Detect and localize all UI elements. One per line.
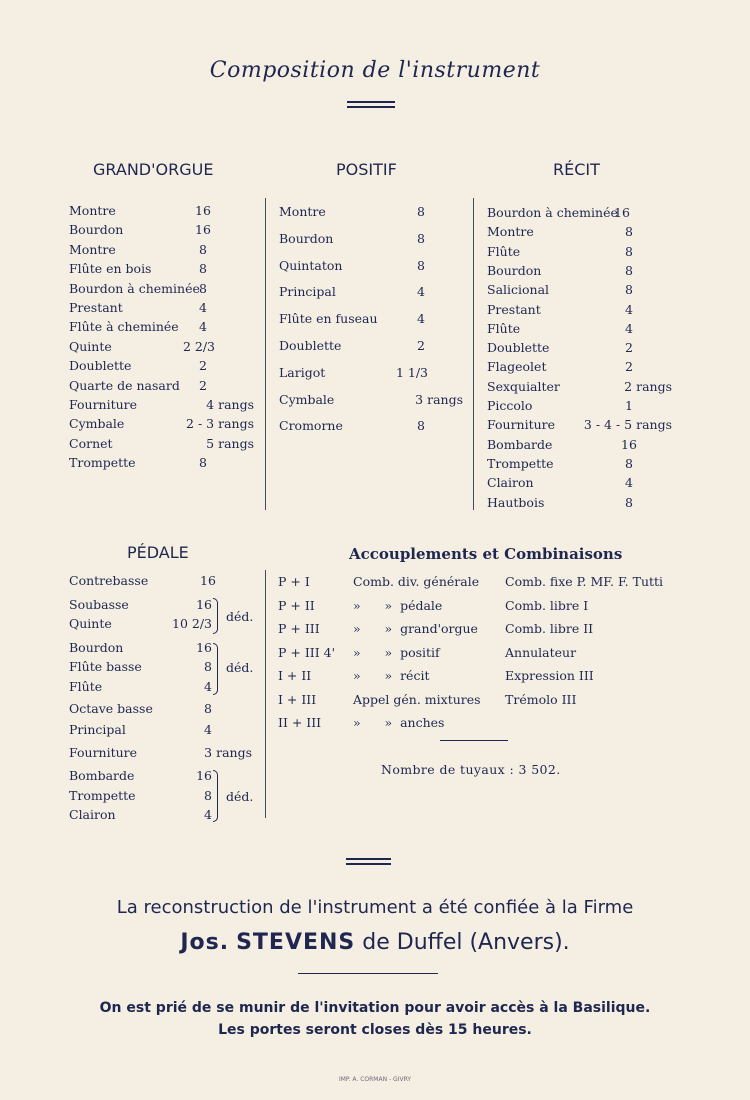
stop-value: 2 [199, 358, 207, 374]
stop-name: Flageolet [487, 359, 547, 375]
stop-value: 3 rangs [415, 391, 463, 407]
stop-value: 4 [199, 300, 207, 315]
stop-value: 8 [417, 230, 425, 246]
stop-value: 4 [417, 311, 425, 327]
imprint: IMP. A. CORMAN - GIVRY [338, 1076, 412, 1083]
stop-name: Principal [279, 284, 336, 300]
stop-name: Flûte en fuseau [279, 311, 378, 327]
separator-pedale [265, 570, 266, 818]
stop-name: Flûte à cheminée [69, 319, 179, 335]
stop-value: 8 [199, 280, 207, 296]
stop-value: 3 - 4 - 5 rangs [583, 417, 672, 433]
fixed-combination: Annulateur [505, 644, 577, 660]
stop-value: 2 - 3 rangs [186, 416, 254, 432]
stop-name: Trompette [487, 455, 554, 471]
stop-value: 4 [199, 319, 207, 335]
combination: » » grand'orgue [353, 621, 478, 636]
stop-name: Quarte de nasard [69, 377, 180, 393]
fixed-combination: Comb. fixe P. MF. F. Tutti [505, 574, 664, 589]
stop-value: 16 [196, 768, 212, 783]
stop-value: 4 [625, 475, 633, 491]
combination: » » récit [353, 668, 430, 683]
stop-name: Principal [69, 722, 126, 737]
stop-name: Clairon [487, 475, 534, 491]
coupler: P + III 4' [278, 644, 336, 660]
brace-bombarde [213, 770, 218, 822]
stop-name: Cymbale [279, 391, 335, 407]
coupler: P + II [278, 597, 315, 613]
separator-left [265, 198, 266, 510]
stop-name: Montre [69, 241, 116, 257]
stop-value: 16 [196, 597, 212, 612]
stop-name: Quinte [69, 338, 112, 354]
combination: Appel gén. mixtures [353, 691, 481, 707]
stop-value: 8 [199, 241, 207, 257]
stop-name: Flûte [487, 243, 521, 259]
footer-divider [346, 858, 391, 865]
stop-name: Doublette [69, 358, 132, 374]
combination: » » pédale [353, 597, 443, 613]
accouplements-heading: Accouplements et Combinaisons [349, 545, 623, 563]
stop-value: 8 [625, 224, 633, 240]
ded-label-3: déd. [226, 789, 254, 804]
combination: » » anches [353, 715, 445, 730]
stop-value: 8 [204, 788, 212, 803]
stop-name: Fourniture [487, 417, 556, 433]
stop-name: Hautbois [487, 494, 545, 510]
stop-name: Bourdon [69, 640, 124, 655]
stop-name: Doublette [487, 340, 550, 356]
stop-name: Bourdon [487, 262, 542, 278]
reconstruction-line: La reconstruction de l'instrument a été confiée à la Firme [116, 897, 634, 918]
stop-value: 4 [204, 807, 212, 822]
stop-value: 8 [204, 659, 212, 674]
stop-name: Montre [487, 224, 534, 240]
stop-value: 2 [625, 359, 633, 375]
stop-name: Quinte [69, 616, 112, 631]
stop-name: Bombarde [69, 768, 135, 783]
stop-name: Clairon [69, 807, 116, 822]
fixed-combination: Comb. libre I [505, 597, 589, 613]
stop-name: Bourdon à cheminée [487, 205, 618, 220]
stop-name: Trompette [69, 455, 136, 471]
doors-note: Les portes seront closes dès 15 heures. [218, 1022, 532, 1038]
coupler: P + I [278, 574, 310, 589]
positif-heading: POSITIF [336, 160, 397, 179]
ded-label-2: déd. [226, 660, 254, 675]
recit-heading: RÉCIT [553, 160, 600, 179]
firm-underline [298, 973, 438, 974]
stop-value: 4 rangs [206, 397, 254, 412]
stop-name: Flûte [69, 679, 103, 694]
stop-value: 4 [204, 722, 212, 737]
stop-name: Fourniture [69, 745, 138, 760]
stop-name: Prestant [69, 300, 123, 315]
stop-value: 8 [417, 418, 425, 434]
ded-label-1: déd. [226, 609, 254, 624]
coupler: I + II [278, 668, 312, 683]
stop-value: 1 1/3 [395, 364, 428, 380]
firm-suffix: de Duffel (Anvers). [362, 930, 570, 955]
stop-value: 8 [417, 204, 425, 219]
stop-name: Contrebasse [69, 573, 149, 588]
fixed-combination: Expression III [505, 668, 594, 683]
stop-value: 16 [196, 640, 212, 655]
stop-value: 8 [625, 282, 633, 298]
stop-value: 8 [204, 701, 212, 716]
stop-name: Piccolo [487, 398, 533, 413]
stop-name: Cromorne [279, 418, 343, 434]
stop-name: Larigot [279, 364, 326, 380]
page-title: Composition de l'instrument [209, 58, 541, 83]
stop-value: 5 rangs [206, 435, 254, 451]
stop-value: 3 rangs [204, 745, 252, 760]
firm-prefix: Jos. [180, 930, 230, 955]
stop-name: Soubasse [69, 597, 129, 612]
stop-name: Flûte [487, 320, 521, 336]
stop-name: Cornet [69, 435, 113, 451]
coupler: II + III [278, 715, 322, 730]
stop-value: 2 rangs [624, 378, 672, 394]
stop-value: 8 [625, 243, 633, 259]
stop-name: Prestant [487, 301, 541, 317]
stop-name: Sexquialter [487, 378, 560, 394]
fixed-combination: Trémolo III [505, 691, 577, 707]
stop-value: 2 [417, 338, 425, 353]
stop-name: Bourdon à cheminée [69, 280, 200, 296]
stop-value: 8 [625, 494, 633, 510]
title-divider [347, 101, 395, 108]
firm-line [0, 930, 750, 955]
pipe-count: Nombre de tuyaux : 3 502. [381, 762, 561, 777]
stop-value: 16 [195, 203, 211, 218]
stop-value: 8 [199, 261, 207, 277]
stop-value: 2 2/3 [182, 338, 215, 354]
stop-name: Quintaton [279, 257, 343, 273]
stop-value: 8 [199, 455, 207, 471]
stop-value: 10 2/3 [172, 616, 212, 631]
stop-name: Bourdon [69, 222, 124, 238]
stop-name: Doublette [279, 338, 342, 353]
firm-name: STEVENS [236, 930, 356, 955]
stop-value: 16 [621, 436, 637, 452]
stop-value: 16 [614, 205, 630, 220]
accouplements-divider [440, 740, 508, 741]
pedale-heading: PÉDALE [127, 543, 189, 562]
stop-name: Octave basse [69, 701, 153, 716]
stop-value: 4 [625, 320, 633, 336]
invitation-note: On est prié de se munir de l'invitation pour avoir accès à la Basilique. [99, 1000, 651, 1016]
stop-value: 16 [195, 222, 211, 238]
stop-value: 16 [200, 573, 216, 588]
brace-bourdon [213, 643, 218, 695]
stop-value: 4 [625, 301, 633, 317]
separator-right [473, 198, 474, 510]
stop-value: 8 [625, 455, 633, 471]
brace-soubasse [213, 598, 218, 634]
stop-name: Montre [69, 203, 116, 218]
stop-value: 8 [417, 257, 425, 273]
coupler: P + III [278, 621, 320, 636]
stop-name: Bombarde [487, 436, 553, 452]
stop-value: 4 [417, 284, 425, 300]
stop-name: Fourniture [69, 397, 138, 412]
combination: » » positif [353, 644, 440, 660]
coupler: I + III [278, 691, 317, 707]
stop-value: 4 [204, 679, 212, 694]
stop-name: Montre [279, 204, 326, 219]
stop-value: 2 [199, 377, 207, 393]
stop-value: 8 [625, 262, 633, 278]
stop-name: Trompette [69, 788, 136, 803]
stop-name: Flûte basse [69, 659, 142, 674]
stop-value: 1 [625, 398, 633, 413]
combination: Comb. div. générale [353, 574, 480, 589]
stop-name: Cymbale [69, 416, 125, 432]
stop-name: Salicional [487, 282, 550, 298]
grand-orgue-heading: GRAND'ORGUE [93, 160, 214, 179]
stop-name: Bourdon [279, 230, 334, 246]
stop-name: Flûte en bois [69, 261, 152, 277]
stop-value: 2 [625, 340, 633, 356]
fixed-combination: Comb. libre II [505, 621, 594, 636]
